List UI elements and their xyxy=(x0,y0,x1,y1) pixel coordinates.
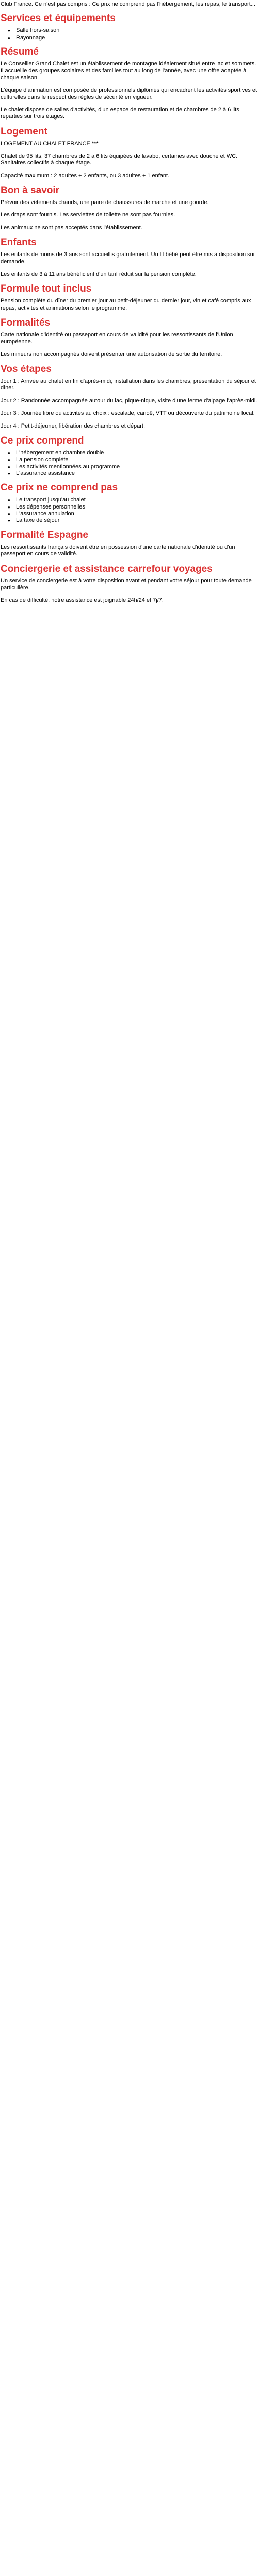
section-heading: Bon à savoir xyxy=(1,185,60,196)
section-paragraph: Jour 1 : Arrivée au chalet en fin d'après-midi, installation dans les chambres, présentation du séjour et dîner. xyxy=(1,378,256,392)
section-paragraph: Un service de conciergerie est à votre disposition avant et pendant votre séjour pour toute demande particulière. xyxy=(1,578,252,591)
section-paragraph: Les enfants de moins de 3 ans sont accueillis gratuitement. Un lit bébé peut être mis à disposition sur demande. xyxy=(1,251,255,265)
section-conciergerie-et-assistance-carrefour-voyages xyxy=(1,564,257,604)
section-heading: Conciergerie et assistance carrefour voyages xyxy=(1,563,213,574)
section-heading: Services et équipements xyxy=(1,13,116,24)
section-heading: Ce prix comprend xyxy=(1,435,84,446)
section-formalite-espagne xyxy=(1,530,257,558)
section-paragraph: Pension complète du dîner du premier jour au petit-déjeuner du dernier jour, vin et café compris aux repas, activités et animations selon le programme. xyxy=(1,298,251,311)
intro-text: Club France. Ce n'est pas compris : Ce prix ne comprend pas l'hébergement, les repas, le transport... xyxy=(1,1,255,7)
section-formalites xyxy=(1,317,257,358)
bullet-item: ● La taxe de séjour xyxy=(16,517,257,524)
bullet-item: ● L'hébergement en chambre double xyxy=(16,450,257,456)
section-resume xyxy=(1,46,257,121)
section-enfants xyxy=(1,237,257,278)
section-paragraph: Les mineurs non accompagnés doivent présenter une autorisation de sortie du territoire. xyxy=(1,351,222,358)
section-heading: Formalités xyxy=(1,317,51,328)
section-heading: Enfants xyxy=(1,237,37,248)
section-paragraph: Les ressortissants français doivent être en possession d'une carte nationale d'identité ou d'un passeport en cours de validité. xyxy=(1,544,235,557)
bullet-list xyxy=(1,497,257,524)
sections-container xyxy=(1,13,257,604)
section-services-et-equipements xyxy=(1,13,257,41)
section-heading: Vos étapes xyxy=(1,364,52,375)
section-paragraph: En cas de difficulté, notre assistance est joignable 24h/24 et 7j/7. xyxy=(1,597,164,604)
section-paragraph: Le Conseiller Grand Chalet est un établissement de montagne idéalement situé entre lac et sommets. Il accueille des groupes scolaires et des familles tout au long de l'année, avec une offre adaptée à chaque saison. xyxy=(1,60,256,81)
section-vos-etapes xyxy=(1,364,257,430)
section-formule-tout-inclus xyxy=(1,283,257,312)
section-heading: Logement xyxy=(1,126,47,137)
section-heading: Ce prix ne comprend pas xyxy=(1,482,118,494)
bullet-item: ● L'assurance assistance xyxy=(16,470,257,477)
section-ce-prix-comprend xyxy=(1,435,257,477)
section-paragraph: Les enfants de 3 à 11 ans bénéficient d'un tarif réduit sur la pension complète. xyxy=(1,270,197,277)
section-paragraph: Prévoir des vêtements chauds, une paire de chaussures de marche et une gourde. xyxy=(1,199,209,206)
section-paragraph: Jour 3 : Journée libre ou activités au choix : escalade, canoë, VTT ou découverte du patrimoine local. xyxy=(1,410,255,417)
section-paragraph: Carte nationale d'identité ou passeport en cours de validité pour les ressortissants de l'Union européenne. xyxy=(1,331,233,345)
section-paragraph: Les draps sont fournis. Les serviettes de toilette ne sont pas fournies. xyxy=(1,212,175,218)
section-paragraph: Le chalet dispose de salles d'activités, d'un espace de restauration et de chambres de 2 à 6 lits réparties sur trois étages. xyxy=(1,106,239,120)
section-heading: Résumé xyxy=(1,46,39,58)
section-paragraph: Jour 2 : Randonnée accompagnée autour du lac, pique-nique, visite d'une ferme d'alpage l'après-midi. xyxy=(1,397,257,404)
bullet-list xyxy=(1,450,257,478)
bullet-item: ● L'assurance annulation xyxy=(16,511,257,517)
bullet-item: ● Les dépenses personnelles xyxy=(16,504,257,511)
section-paragraph: Capacité maximum : 2 adultes + 2 enfants, ou 3 adultes + 1 enfant. xyxy=(1,172,170,179)
section-ce-prix-ne-comprend-pas xyxy=(1,482,257,524)
section-heading: Formalité Espagne xyxy=(1,529,88,540)
section-paragraph: Jour 4 : Petit-déjeuner, libération des chambres et départ. xyxy=(1,422,146,429)
bullet-item: ● Le transport jusqu'au chalet xyxy=(16,497,257,503)
section-bon-a-savoir xyxy=(1,185,257,231)
section-paragraph: LOGEMENT AU CHALET FRANCE *** xyxy=(1,140,99,147)
section-logement xyxy=(1,126,257,179)
section-paragraph: L'équipe d'animation est composée de professionnels diplômés qui encadrent les activités sportives et culturelles dans le respect des règles de sécurité en vigueur. xyxy=(1,87,257,100)
bullet-item: ● Salle hors-saison xyxy=(16,27,257,34)
section-heading: Formule tout inclus xyxy=(1,283,92,295)
bullet-list xyxy=(1,27,257,41)
bullet-item: ● Les activités mentionnées au programme xyxy=(16,464,257,470)
bullet-item: ● Rayonnage xyxy=(16,35,257,41)
section-paragraph: Chalet de 95 lits, 37 chambres de 2 à 6 lits équipées de lavabo, certaines avec douche et WC. Sanitaires collectifs à chaque étage. xyxy=(1,153,238,166)
section-paragraph: Les animaux ne sont pas acceptés dans l'établissement. xyxy=(1,224,142,231)
bullet-item: ● La pension complète xyxy=(16,456,257,463)
